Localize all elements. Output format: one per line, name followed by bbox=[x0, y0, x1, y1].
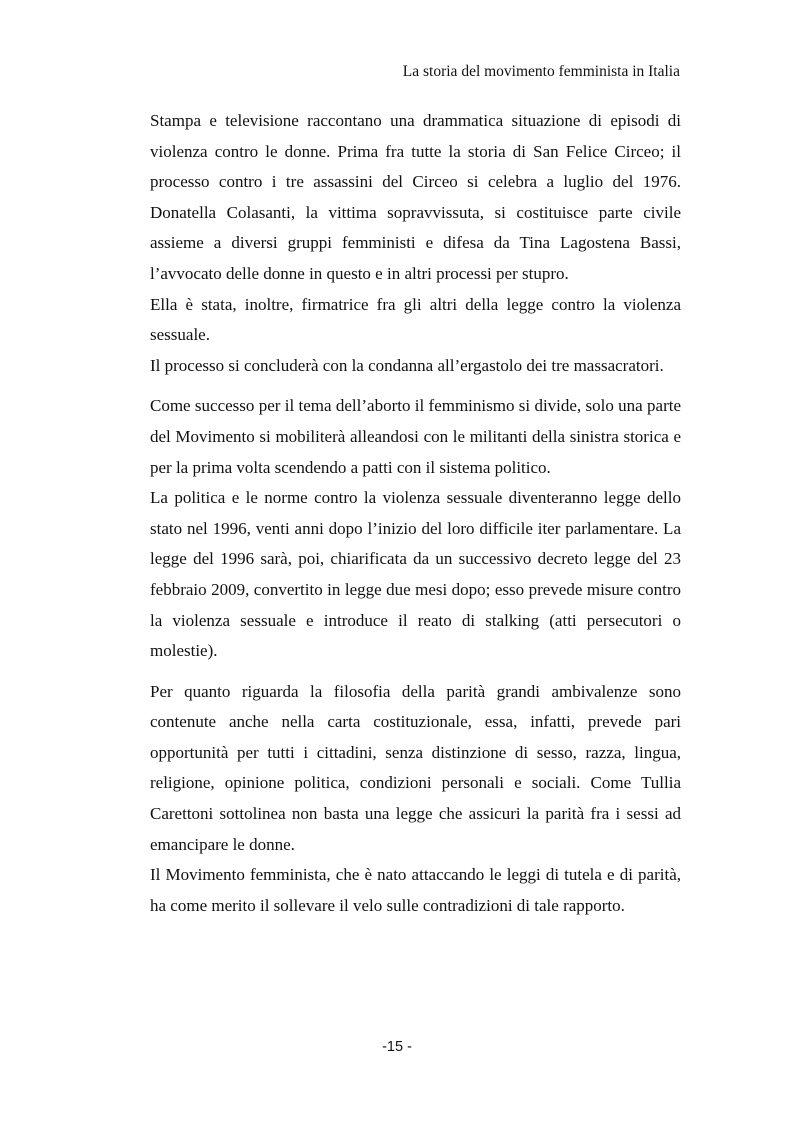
paragraph-movement-merit: Il Movimento femminista, che è nato attaccando le leggi di tutela e di parità, ha come merito il sollevare il velo sulle contradizioni di tale rapporto. bbox=[150, 865, 681, 915]
paragraph-law-1996: La politica e le norme contro la violenza sessuale diventeranno legge dello stato nel 1996, venti anni dopo l’inizio del loro difficile iter parlamentare. La legge del 1996 sarà, poi, chiarificata da un successivo decreto legge del 23 febbraio 2009, convertito in legge due mesi dopo; esso prevede misure contro la violenza sessuale e introduce il reato di stalking (atti persecutori o molestie). bbox=[150, 488, 681, 661]
paragraph-equality-philosophy: Per quanto riguarda la filosofia della parità grandi ambivalenze sono contenute anche nella carta costituzionale, essa, infatti, prevede pari opportunità per tutti i cittadini, senza distinzione di sesso, razza, lingua, religione, opinione politica, condizioni personali e sociali. Come Tullia Carettoni sottolinea non basta una legge che assicuri la parità fra i sessi ad emancipare le donne. bbox=[150, 681, 681, 854]
paragraph-signatory: Ella è stata, inoltre, firmatrice fra gli altri della legge contro la violenza sessuale. bbox=[150, 294, 681, 345]
paragraph-circeo-case: Stampa e televisione raccontano una drammatica situazione di episodi di violenza contro le donne. Prima fra tutte la storia di San Felice Circeo; il processo contro i tre assassini del Circeo si celebra a luglio del 1976. Donatella Colasanti, la vittima sopravvissuta, si costituisce parte civile assieme a diversi gruppi femministi e difesa da Tina Lagostena Bassi, l’avvocato delle donne in questo e in altri processi per stupro. bbox=[150, 111, 681, 283]
paragraph-gap bbox=[150, 667, 681, 677]
paragraph-movement-divides: Come successo per il tema dell’aborto il femminismo si divide, solo una parte del Movimento si mobiliterà alleandosi con le militanti della sinistra storica e per la prima volta scendendo a patti con il sistema politico. bbox=[150, 396, 681, 477]
paragraph-gap bbox=[150, 381, 681, 391]
running-header: La storia del movimento femminista in Italia bbox=[402, 63, 680, 80]
page-number: -15 - bbox=[382, 1039, 412, 1055]
body-text bbox=[150, 106, 681, 921]
paragraph-trial-outcome: Il processo si concluderà con la condanna all’ergastolo dei tre massacratori. bbox=[150, 355, 664, 375]
